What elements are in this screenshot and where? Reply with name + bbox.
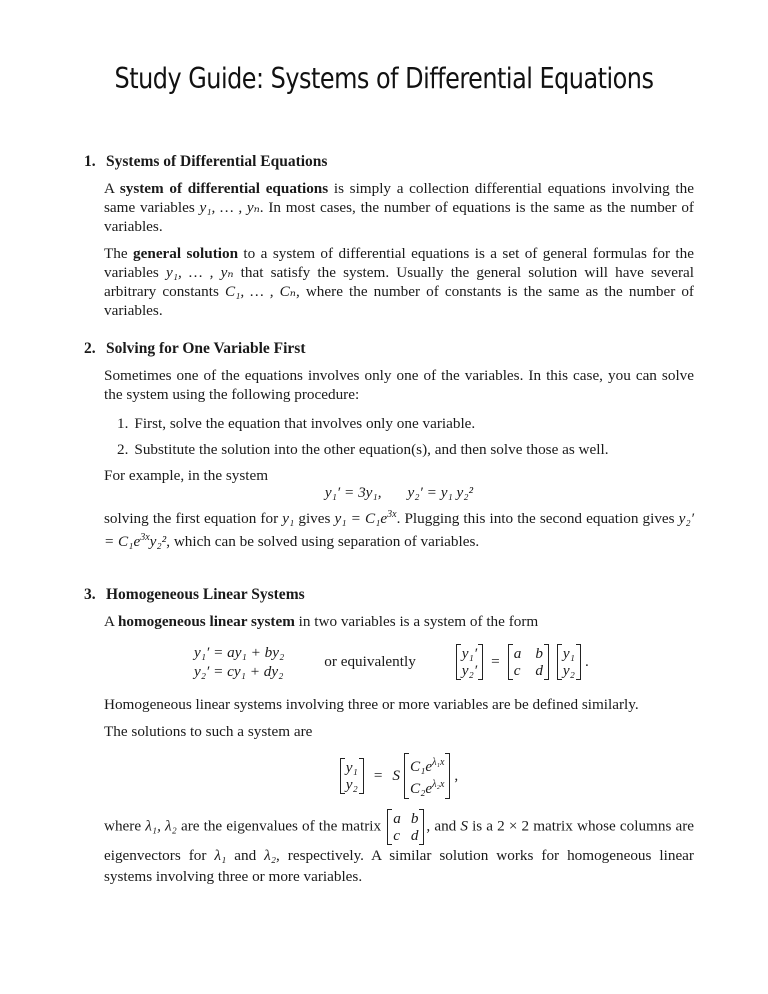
text: to a system of differential equations is a set of general formulas for the variables	[104, 245, 694, 281]
entry: C₂e	[410, 780, 433, 797]
section-heading	[84, 152, 694, 172]
entry: y₂′	[461, 662, 478, 679]
entry: c	[393, 827, 400, 844]
term-bold: system of differential equations	[119, 180, 329, 197]
paragraph	[104, 809, 694, 887]
equals-sign: =	[373, 767, 383, 784]
paragraph	[104, 244, 694, 320]
entry: y₁	[562, 645, 575, 662]
solution-lhs-vector	[340, 758, 364, 794]
solution-rhs-vector	[404, 753, 450, 799]
entry: a	[393, 810, 401, 827]
math-inline: y₁, … , yₙ	[199, 199, 260, 216]
text: is a 2 × 2 matrix whose columns are eigenvectors for	[104, 817, 695, 864]
section-title: Systems of Differential Equations	[106, 153, 328, 170]
solution-display	[104, 753, 694, 799]
list-item	[117, 440, 694, 459]
text: are the eigenvalues of the matrix	[176, 817, 386, 835]
rhs-vector	[557, 644, 581, 680]
period: .	[584, 653, 589, 670]
text: The	[104, 245, 134, 262]
text: , where the number of constants is the same as the number of variables.	[104, 283, 694, 319]
lhs-vector	[456, 644, 483, 680]
text: , respectively. A similar solution works for homogeneous linear systems involving three or more variables.	[104, 847, 694, 885]
entry: y₂	[562, 662, 575, 679]
math-superscript: 3x	[140, 532, 150, 543]
text: is simply a collection differential equations involving the same variables	[104, 180, 694, 216]
entry: a	[513, 645, 522, 662]
matrix-equation	[456, 644, 589, 680]
text: and	[226, 847, 265, 864]
section-number: 3.	[84, 586, 96, 603]
comma: ,	[454, 767, 459, 784]
equation: y₂′ = y₁ y₂²	[407, 484, 474, 501]
paragraph	[104, 505, 694, 551]
list-number: 1.	[117, 415, 129, 432]
section-number: 1.	[84, 153, 96, 170]
procedure-list	[104, 414, 694, 459]
text: . In most cases, the number of equations is the same as the number of variables.	[104, 199, 694, 235]
section-title: Solving for One Variable First	[106, 340, 306, 357]
section-heading	[84, 339, 694, 359]
math-inline: λ₁, λ₂	[145, 817, 177, 835]
example-equations	[104, 483, 694, 503]
coefficient-matrix	[508, 644, 549, 680]
entry: y₁′	[461, 645, 478, 662]
paragraph	[104, 612, 694, 631]
text: in two variables is a system of the form	[294, 613, 539, 630]
math-inline: S	[460, 817, 468, 835]
section-heading	[84, 585, 694, 605]
entry: d	[535, 662, 543, 679]
entry: b	[535, 645, 543, 662]
exponent: λ₂x	[432, 779, 445, 790]
section-number: 2.	[84, 340, 96, 357]
page-title: Study Guide: Systems of Differential Equations	[114, 62, 654, 95]
entry: b	[410, 810, 419, 827]
entry: y₁	[345, 759, 358, 776]
section-1	[84, 152, 694, 320]
math-superscript: 3x	[387, 509, 397, 520]
equation: y₁′ = ay₁ + by₂	[194, 644, 285, 661]
math-inline: y₁ = C₁e	[334, 510, 388, 527]
text: that satisfy the system. Usually the general solution will have several arbitrary constants	[104, 264, 694, 300]
math-inline: y₁	[282, 510, 295, 527]
text: A	[104, 180, 120, 197]
entry: C₁e	[410, 758, 433, 775]
entry: c	[513, 662, 521, 679]
inline-matrix	[387, 809, 424, 845]
math-inline: y₂′ = C₁e	[104, 510, 695, 550]
math-inline: y₁, … , yₙ	[165, 264, 234, 281]
linear-system-display	[194, 643, 694, 681]
text: . Plugging this into the second equation gives	[396, 510, 679, 527]
math-inline: C₁, … , Cₙ	[224, 283, 296, 300]
paragraph: The solutions to such a system are	[104, 723, 313, 740]
paragraph: Homogeneous linear systems involving three or more variables are be defined similarly.	[104, 696, 639, 713]
math-inline: λ₁	[214, 847, 227, 864]
paragraph: For example, in the system	[104, 467, 269, 484]
math-inline: λ₂	[264, 847, 277, 864]
exponent: λ₁x	[432, 757, 445, 768]
text: A	[104, 613, 118, 630]
equation: y₂′ = cy₁ + dy₂	[194, 663, 284, 680]
list-text: First, solve the equation that involves only one variable.	[134, 415, 476, 432]
section-3	[84, 585, 694, 887]
list-item	[117, 414, 694, 433]
matrix-S: S	[392, 767, 400, 784]
math-inline: y₂²	[149, 533, 167, 550]
term-bold: homogeneous linear system	[117, 613, 295, 630]
section-title: Homogeneous Linear Systems	[106, 586, 305, 603]
text: gives	[294, 510, 335, 527]
text: , which can be solved using separation of variables.	[166, 533, 480, 550]
system-equations	[194, 643, 284, 681]
section-2	[84, 339, 694, 551]
text: , and	[426, 817, 461, 835]
equation: y₁′ = 3y₁,	[324, 484, 382, 501]
connector-text: or equivalently	[324, 653, 416, 670]
list-text: Substitute the solution into the other equation(s), and then solve those as well.	[134, 441, 609, 458]
list-number: 2.	[117, 441, 129, 458]
text: solving the first equation for	[104, 510, 283, 527]
entry: d	[410, 827, 419, 844]
paragraph: Sometimes one of the equations involves only one of the variables. In this case, you can solve the system using the following procedure:	[104, 367, 694, 403]
term-bold: general solution	[133, 245, 239, 262]
entry: y₂	[345, 776, 358, 793]
equals-sign: =	[491, 653, 500, 670]
paragraph	[104, 179, 694, 236]
text: where	[104, 817, 146, 835]
